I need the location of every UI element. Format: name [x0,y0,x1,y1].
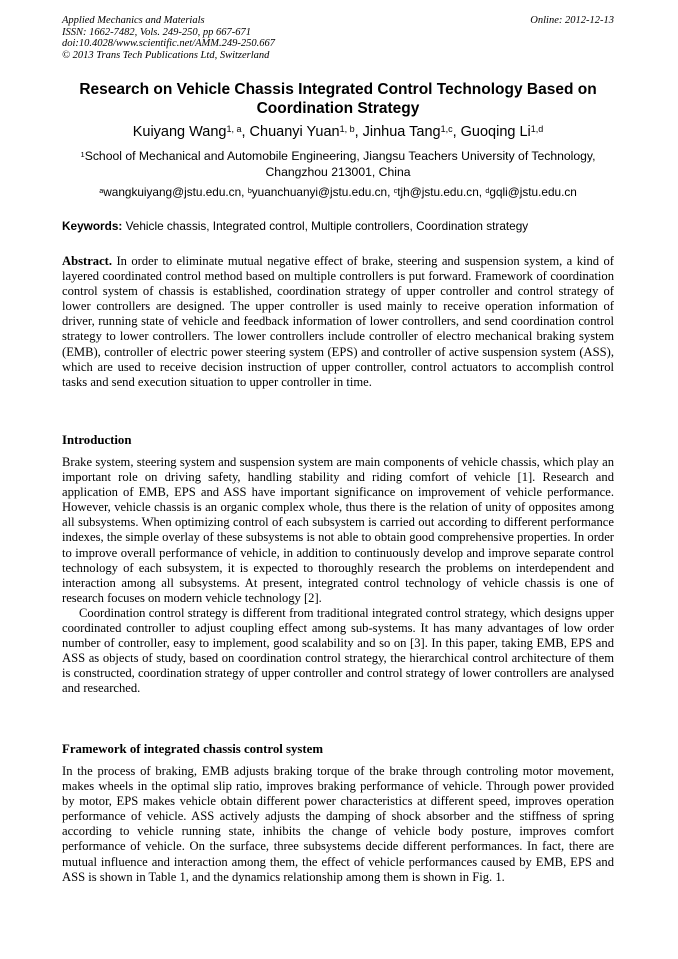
section-framework [62,764,614,885]
paragraph: In the process of braking, EMB adjusts braking torque of the brake through controling motor movement, makes wheels in the optimal slip ratio, improves braking performance of vehicle. Through power provided by motor, EPS makes vehicle obtain different power characteristics at different speed, improves operation performance of vehicle. ASS actively adjusts the damping of shock absorber and the stiffness of spring according to vehicle running state, inhibits the change of vehicle body posture, improves comfort performance of vehicle. On the surface, three subsystems decide different performances. In fact, there are mutual influence and interaction among them, the effect of vehicle performances caused by EMB, EPS and ASS is shown in Table 1, and the dynamics relationship among them is shown in Fig. 1. [62,764,614,884]
author: Kuiyang Wang$^{1, a}$, [132,123,250,140]
paragraph: Coordination control strategy is different from traditional integrated control strategy, which designs upper coordinated controller to adjust coupling effect among sub-systems. It has many advantages of low order number of controller, easy to implement, good scalability and so on [3]. In this paper, taking EMB, EPS and ASS as objects of study, based on coordination control strategy, the hierarchical control architecture of them is constructed, coordination strategy of upper controller and control strategy of lower controllers are analysed and researched. [62,605,614,696]
journal-header [62,15,614,61]
section-heading-framework: Framework of integrated chassis control system [62,742,323,756]
author: Jinhua Tang$^{1,c}$, [362,123,461,140]
affiliation: $^1$School of Mechanical and Automobile Engineering, Jiangsu Teachers University of Technology, Changzhou 213001, China [80,149,596,179]
paper-title: Research on Vehicle Chassis Integrated Control Technology Based on Coordination Strategy [79,81,597,117]
abstract-label: Abstract. [62,254,113,268]
author: Chuanyi Yuan$^{1, b}$, [249,123,363,140]
email: $^a$wangkuiyang@jstu.edu.cn, [99,185,248,199]
email: $^c$tjh@jstu.edu.cn, [393,185,486,199]
issn-line: ISSN: 1662-7482, Vols. 249-250, pp 667-671 [62,26,251,38]
doi-line: doi:10.4028/www.scientific.net/AMM.249-250.667 [62,38,275,50]
section-introduction [62,455,614,697]
email: $^d$gqli@jstu.edu.cn [485,185,577,199]
section-heading-introduction: Introduction [62,433,132,447]
email-list [62,185,614,200]
copyright-line: © 2013 Trans Tech Publications Ltd, Switzerland [62,49,270,61]
paragraph: Brake system, steering system and suspension system are main components of vehicle chassis, which play an important role on driving safety, handling stability and riding comfort of vehicle [1]. Research and application of EMB, EPS and ASS have important significance on improvement of vehicle performance. However, vehicle chassis is an organic complex whole, thus there is the relation of unity of opposites among all subsystems. When optimizing control of each subsystem is carried out according to different performance indexes, the simple overlay of these subsystems is not able to obtain good comprehensive properties. In order to improve overall performance of vehicle, in addition to continuously develop and improve separate control technology of each subsystem, it is expected to thoroughly research the problems on interdependent and interaction among all subsystems. At present, integrated control technology of vehicle chassis is one of research focuses on modern vehicle technology [2]. [62,455,614,605]
keywords [62,219,622,234]
online-date: Online: 2012-12-13 [530,15,614,26]
author: Guoqing Li$^{1,d}$ [460,123,544,140]
author-list [62,123,614,141]
keywords-text: Vehicle chassis, Integrated control, Multiple controllers, Coordination strategy [125,219,529,233]
abstract-text: In order to eliminate mutual negative effect of brake, steering and suspension system, a kind of layered coordinated control method based on multiple controllers is put forward. Framework of coordination control system of chassis is established, coordination strategy of upper controller and control strategy of lower controllers are designed. The upper controller is used mainly to receive operation information of driver, running state of vehicle and feedback information of lower controllers, and send coordination control strategy to lower controllers. The lower controllers include controller of electro mechanical braking system (EMB), controller of electric power steering system (EPS) and controller of active suspension system (ASS), which are used to receive decision instruction of upper controller, control actuators to accomplish control tasks and send execution situation to upper controller in time. [62,254,614,389]
email: $^b$yuanchuanyi@jstu.edu.cn, [247,185,394,199]
abstract [62,254,614,390]
keywords-label: Keywords: [62,219,123,233]
journal-name: Applied Mechanics and Materials [62,15,205,26]
